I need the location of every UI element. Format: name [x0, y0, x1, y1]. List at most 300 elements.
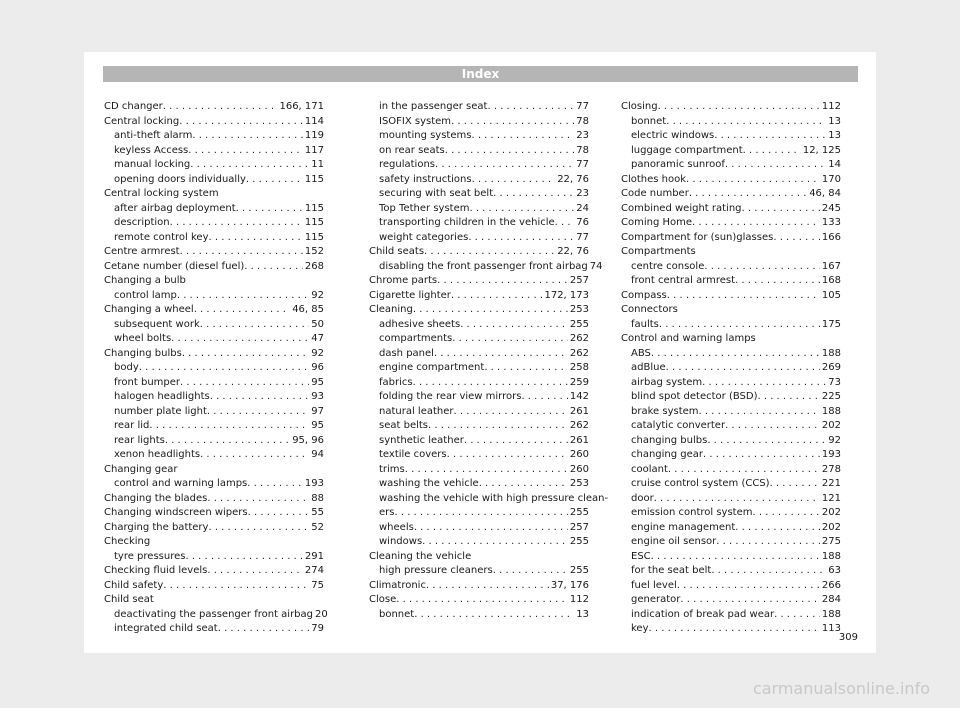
index-entry: [369, 347, 589, 362]
entry-term: dash panel: [379, 347, 434, 359]
entry-term: Cetane number (diesel fuel): [104, 260, 245, 272]
index-entry: [104, 303, 324, 318]
index-entry: [104, 608, 328, 623]
entry-term: regulations: [379, 159, 436, 170]
entry-term: coolant: [631, 463, 668, 475]
index-entry: [369, 115, 589, 130]
entry-term: engine oil sensor: [631, 536, 717, 547]
index-entry: [104, 448, 324, 463]
entry-term: front bumper: [114, 376, 181, 388]
index-entry: [369, 144, 589, 159]
index-entry: [104, 622, 324, 637]
entry-leader-dots: [716, 535, 820, 550]
index-entry: [104, 332, 324, 347]
entry-page-ref: 255: [569, 565, 589, 576]
entry-page-ref: 253: [569, 478, 589, 489]
entry-page-ref: 77: [576, 101, 589, 112]
entry-page-ref: 114: [304, 115, 324, 127]
index-column-3: [621, 100, 841, 637]
entry-leader-dots: [218, 622, 310, 637]
index-entry: [104, 129, 324, 144]
entry-term: disabling the front passenger front airbag: [379, 260, 588, 272]
entry-page-ref: 78: [576, 144, 589, 156]
index-entry: [621, 318, 841, 333]
index-entry: [104, 477, 324, 492]
entry-leader-dots: [247, 477, 303, 492]
index-heading: Changing gear: [104, 463, 178, 475]
entry-page-ref: 97: [311, 405, 324, 417]
entry-page-ref: 260: [569, 449, 589, 460]
entry-leader-dots: [666, 361, 820, 376]
entry-term: Cigarette lighter: [369, 289, 451, 301]
entry-term: Close: [369, 594, 397, 605]
entry-page-ref: 37, 176: [550, 579, 589, 591]
index-page: [84, 52, 876, 653]
entry-page-ref: 115: [304, 202, 324, 214]
index-entry: [621, 419, 841, 434]
index-entry: [104, 376, 324, 391]
entry-page-ref: 168: [821, 275, 841, 286]
entry-term: Changing bulbs: [104, 347, 182, 359]
entry-term: Coming Home: [621, 217, 693, 228]
entry-term: Charging the battery: [104, 521, 209, 533]
entry-page-ref: 170: [821, 173, 841, 185]
entry-page-ref: 121: [821, 492, 841, 504]
entry-leader-dots: [521, 390, 567, 405]
entry-page-ref: 92: [311, 347, 324, 359]
entry-page-ref: 255: [569, 536, 589, 547]
index-entry: [621, 521, 841, 536]
entry-page-ref: 259: [569, 376, 589, 388]
index-entry: [369, 376, 589, 391]
index-entry: [104, 173, 324, 188]
index-heading: Central locking system: [104, 188, 219, 199]
index-entry: [369, 158, 589, 173]
entry-leader-dots: [773, 231, 820, 246]
entry-page-ref: 112: [821, 101, 841, 112]
entry-leader-dots: [703, 448, 820, 463]
entry-page-ref: 94: [311, 449, 324, 460]
index-entry: [369, 448, 589, 463]
index-entry: [621, 579, 841, 594]
entry-term: control and warning lamps: [114, 478, 248, 489]
entry-page-ref: 95: [311, 376, 324, 388]
entry-page-ref: 76: [576, 217, 589, 228]
entry-term: ESC: [631, 550, 651, 562]
entry-leader-dots: [209, 231, 303, 246]
entry-leader-dots: [163, 100, 278, 115]
index-entry: [369, 521, 589, 536]
entry-term: Changing windscreen wipers: [104, 507, 248, 518]
entry-leader-dots: [666, 115, 826, 130]
entry-page-ref: 55: [311, 507, 324, 518]
entry-leader-dots: [692, 216, 820, 231]
entry-term: Centre armrest: [104, 246, 180, 257]
entry-leader-dots: [244, 260, 303, 275]
index-entry: [369, 463, 589, 478]
entry-leader-dots: [413, 303, 568, 318]
entry-term: Changing the blades: [104, 492, 208, 504]
entry-page-ref: 152: [304, 246, 324, 257]
entry-leader-dots: [493, 187, 574, 202]
entry-page-ref: 188: [821, 405, 841, 417]
index-column-2: [369, 100, 609, 622]
entry-term: transporting children in the vehicle: [379, 217, 555, 228]
index-entry: [621, 506, 841, 521]
entry-term: Code number: [621, 188, 689, 199]
entry-leader-dots: [651, 550, 820, 565]
entry-page-ref: 117: [304, 144, 324, 156]
entry-page-ref: 12, 125: [802, 144, 841, 156]
entry-leader-dots: [428, 419, 568, 434]
entry-page-ref: 268: [304, 260, 324, 272]
entry-page-ref: 115: [304, 217, 324, 228]
entry-term: centre console: [631, 260, 705, 272]
entry-leader-dots: [434, 347, 568, 362]
entry-leader-dots: [484, 361, 568, 376]
index-entry: [369, 129, 589, 144]
index-entry: [369, 593, 589, 608]
entry-page-ref: 13: [828, 115, 841, 127]
entry-leader-dots: [735, 274, 820, 289]
entry-page-ref: 74: [589, 260, 603, 272]
entry-term: windows: [379, 536, 423, 547]
entry-page-ref: 47: [311, 333, 324, 344]
entry-term: brake system: [631, 405, 699, 417]
entry-leader-dots: [180, 245, 303, 260]
entry-term: tyre pressures: [114, 550, 186, 562]
entry-page-ref: 95, 96: [292, 434, 324, 446]
index-entry: [369, 506, 589, 521]
entry-page-ref: 188: [821, 347, 841, 359]
entry-page-ref: 75: [311, 579, 324, 591]
entry-term: changing gear: [631, 449, 704, 460]
index-heading: Cleaning the vehicle: [369, 550, 472, 562]
index-heading: Control and warning lamps: [621, 333, 756, 344]
entry-leader-dots: [396, 593, 568, 608]
entry-leader-dots: [207, 564, 303, 579]
entry-term: integrated child seat: [114, 623, 218, 634]
entry-page-ref: 262: [569, 333, 589, 344]
entry-leader-dots: [654, 492, 820, 507]
index-entry: [369, 216, 589, 231]
entry-leader-dots: [139, 361, 310, 376]
entry-leader-dots: [185, 550, 302, 565]
entry-page-ref: 193: [821, 449, 841, 460]
index-entry: [621, 115, 841, 130]
entry-term: Closing: [621, 101, 658, 112]
entry-term: wheels: [379, 521, 414, 533]
index-entry: [104, 579, 324, 594]
index-entry: [369, 434, 589, 449]
entry-leader-dots: [735, 521, 820, 536]
entry-leader-dots: [707, 434, 826, 449]
entry-page-ref: 119: [304, 130, 324, 141]
entry-term: generator: [631, 594, 681, 605]
entry-page-ref: 73: [828, 376, 841, 388]
entry-term: seat belts: [379, 420, 428, 431]
entry-term: description: [114, 217, 170, 228]
entry-page-ref: 46, 85: [292, 304, 324, 315]
entry-term: textile covers: [379, 449, 447, 460]
entry-page-ref: 275: [821, 536, 841, 547]
entry-leader-dots: [555, 216, 575, 231]
index-entry: [621, 564, 841, 579]
entry-page-ref: 258: [569, 362, 589, 373]
entry-leader-dots: [667, 289, 820, 304]
watermark-logo: carmanualsonline.info: [752, 679, 930, 698]
entry-term: Cleaning: [369, 304, 413, 315]
index-entry: [104, 390, 324, 405]
entry-page-ref: 274: [304, 565, 324, 576]
entry-leader-dots: [464, 434, 568, 449]
entry-page-ref: 255: [569, 318, 589, 330]
entry-leader-dots: [454, 405, 568, 420]
index-entry: [369, 419, 589, 434]
entry-page-ref: 261: [569, 434, 589, 446]
entry-term: xenon headlights: [114, 449, 201, 460]
index-entry: [621, 202, 841, 217]
entry-page-ref: 278: [821, 463, 841, 475]
entry-page-ref: 262: [569, 347, 589, 359]
entry-term: remote control key: [114, 231, 209, 243]
entry-term: Child safety: [104, 579, 164, 591]
entry-leader-dots: [451, 115, 574, 130]
index-heading: Checking: [104, 536, 151, 547]
entry-page-ref: 167: [821, 260, 841, 272]
entry-page-ref: 112: [569, 594, 589, 605]
index-entry: [104, 216, 324, 231]
index-entry: [104, 361, 324, 376]
index-heading: washing the vehicle with high pressure clean-: [379, 492, 609, 504]
entry-page-ref: 202: [821, 420, 841, 431]
index-entry: [104, 100, 324, 115]
entry-page-ref: 257: [569, 275, 589, 286]
entry-leader-dots: [435, 158, 574, 173]
index-entry: [621, 492, 841, 507]
entry-page-ref: 115: [304, 231, 324, 243]
entry-term: high pressure cleaners: [379, 565, 493, 576]
entry-page-ref: 77: [576, 231, 589, 243]
entry-leader-dots: [165, 434, 290, 449]
index-entry: [621, 608, 841, 623]
index-heading: Compartments: [621, 246, 696, 257]
entry-page-ref: 175: [821, 318, 841, 330]
entry-leader-dots: [163, 579, 309, 594]
index-entry: [369, 187, 589, 202]
index-entry: [104, 419, 324, 434]
entry-leader-dots: [452, 332, 568, 347]
entry-term: rear lights: [114, 434, 165, 446]
entry-leader-dots: [188, 144, 303, 159]
entry-leader-dots: [649, 622, 820, 637]
entry-leader-dots: [177, 289, 309, 304]
index-entry: [104, 564, 324, 579]
index-entry: [104, 115, 324, 130]
entry-leader-dots: [447, 448, 568, 463]
entry-term: faults: [631, 318, 659, 330]
entry-page-ref: 96: [311, 362, 324, 373]
index-entry: [369, 245, 589, 260]
entry-leader-dots: [743, 144, 801, 159]
entry-leader-dots: [651, 347, 820, 362]
entry-term: Top Tether system: [379, 202, 470, 214]
entry-term: in the passenger seat: [379, 101, 488, 112]
entry-leader-dots: [493, 564, 568, 579]
index-entry: [369, 332, 589, 347]
entry-page-ref: 225: [821, 391, 841, 402]
entry-term: Checking fluid levels: [104, 565, 208, 576]
entry-page-ref: 166, 171: [279, 101, 324, 112]
index-entry: [369, 318, 589, 333]
entry-page-ref: 24: [576, 202, 589, 214]
entry-term: Climatronic: [369, 579, 426, 591]
entry-leader-dots: [711, 564, 826, 579]
entry-term: Child seats: [369, 246, 425, 257]
index-entry: [369, 477, 589, 492]
entry-page-ref: 77: [576, 159, 589, 170]
index-entry: [621, 593, 841, 608]
index-entry: [621, 144, 841, 159]
entry-page-ref: 23: [576, 130, 589, 141]
index-entry: [621, 347, 841, 362]
entry-term: anti-theft alarm: [114, 130, 193, 141]
entry-page-ref: 115: [304, 173, 324, 185]
entry-term: front central armrest: [631, 275, 736, 286]
index-entry: [369, 608, 589, 623]
index-entry: [621, 173, 841, 188]
entry-term: opening doors individually: [114, 173, 246, 185]
entry-term: securing with seat belt: [379, 188, 494, 199]
entry-term: door: [631, 492, 654, 504]
entry-leader-dots: [677, 579, 820, 594]
index-entry: [621, 463, 841, 478]
entry-page-ref: 257: [569, 521, 589, 533]
entry-leader-dots: [180, 376, 309, 391]
entry-term: deactivating the passenger front airbag: [114, 608, 314, 620]
entry-page-ref: 14: [828, 159, 841, 170]
entry-leader-dots: [414, 608, 574, 623]
entry-term: indication of break pad wear: [631, 608, 775, 620]
entry-leader-dots: [149, 419, 309, 434]
index-entry: [621, 622, 841, 637]
entry-page-ref: 95: [311, 420, 324, 431]
index-entry: [104, 158, 324, 173]
index-entry: [104, 434, 324, 449]
entry-page-ref: 221: [821, 478, 841, 489]
entry-leader-dots: [702, 376, 826, 391]
entry-page-ref: 20: [315, 608, 328, 620]
entry-page-ref: 113: [821, 623, 841, 634]
entry-leader-dots: [757, 390, 819, 405]
entry-leader-dots: [753, 506, 820, 521]
index-entry: [369, 361, 589, 376]
index-entry: [621, 260, 841, 275]
entry-term: ers: [379, 507, 395, 518]
index-entry: [104, 347, 324, 362]
entry-leader-dots: [680, 593, 820, 608]
index-entry: [369, 289, 589, 304]
index-entry: [369, 579, 589, 594]
entry-term: folding the rear view mirrors: [379, 391, 522, 402]
entry-page-ref: 52: [311, 521, 324, 533]
entry-page-ref: 92: [828, 434, 841, 446]
entry-leader-dots: [179, 115, 303, 130]
entry-term: manual locking: [114, 159, 191, 170]
index-entry: [104, 202, 324, 217]
entry-leader-dots: [686, 173, 820, 188]
entry-page-ref: 262: [569, 420, 589, 431]
entry-leader-dots: [248, 506, 310, 521]
entry-leader-dots: [414, 521, 568, 536]
entry-leader-dots: [405, 463, 568, 478]
entry-term: synthetic leather: [379, 434, 464, 446]
entry-term: fuel level: [631, 579, 677, 591]
entry-term: weight categories: [379, 231, 469, 243]
entry-term: body: [114, 362, 139, 373]
index-entry: [621, 216, 841, 231]
index-entry: [621, 100, 841, 115]
entry-page-ref: 93: [311, 391, 324, 402]
entry-page-ref: 63: [828, 565, 841, 576]
entry-leader-dots: [451, 289, 543, 304]
index-heading: Connectors: [621, 304, 678, 315]
entry-term: on rear seats: [379, 144, 445, 156]
entry-term: key: [631, 623, 649, 634]
entry-page-ref: 202: [821, 521, 841, 533]
entry-term: cruise control system (CCS): [631, 478, 770, 489]
entry-page-ref: 266: [821, 579, 841, 591]
entry-page-ref: 188: [821, 608, 841, 620]
index-entry: [104, 492, 324, 507]
entry-leader-dots: [171, 332, 309, 347]
index-entry: [621, 158, 841, 173]
entry-term: bonnet: [631, 115, 667, 127]
index-entry: [369, 260, 603, 275]
index-entry: [621, 535, 841, 550]
entry-leader-dots: [200, 318, 310, 333]
entry-leader-dots: [468, 231, 574, 246]
entry-term: luggage compartment: [631, 144, 743, 156]
entry-term: Changing a wheel: [104, 304, 194, 315]
entry-term: trims: [379, 463, 405, 475]
entry-term: changing bulbs: [631, 434, 708, 446]
entry-term: adhesive sheets: [379, 318, 461, 330]
index-entry: [104, 521, 324, 536]
entry-page-ref: 188: [821, 550, 841, 562]
index-entry: [621, 550, 841, 565]
index-entry: [369, 390, 589, 405]
entry-leader-dots: [770, 477, 820, 492]
entry-term: electric windows: [631, 130, 715, 141]
index-heading: Child seat: [104, 594, 154, 605]
index-entry: [104, 245, 324, 260]
entry-leader-dots: [725, 419, 820, 434]
entry-leader-dots: [725, 158, 826, 173]
entry-page-ref: 88: [311, 492, 324, 504]
entry-term: number plate light: [114, 405, 207, 417]
entry-page-ref: 269: [821, 362, 841, 373]
entry-page-ref: 105: [821, 289, 841, 301]
entry-leader-dots: [394, 506, 567, 521]
index-entry: [104, 506, 324, 521]
entry-term: catalytic converter: [631, 420, 726, 431]
entry-page-ref: 260: [569, 463, 589, 475]
index-entry: [621, 274, 841, 289]
entry-leader-dots: [479, 477, 568, 492]
entry-leader-dots: [699, 405, 820, 420]
entry-term: Compass: [621, 289, 667, 301]
